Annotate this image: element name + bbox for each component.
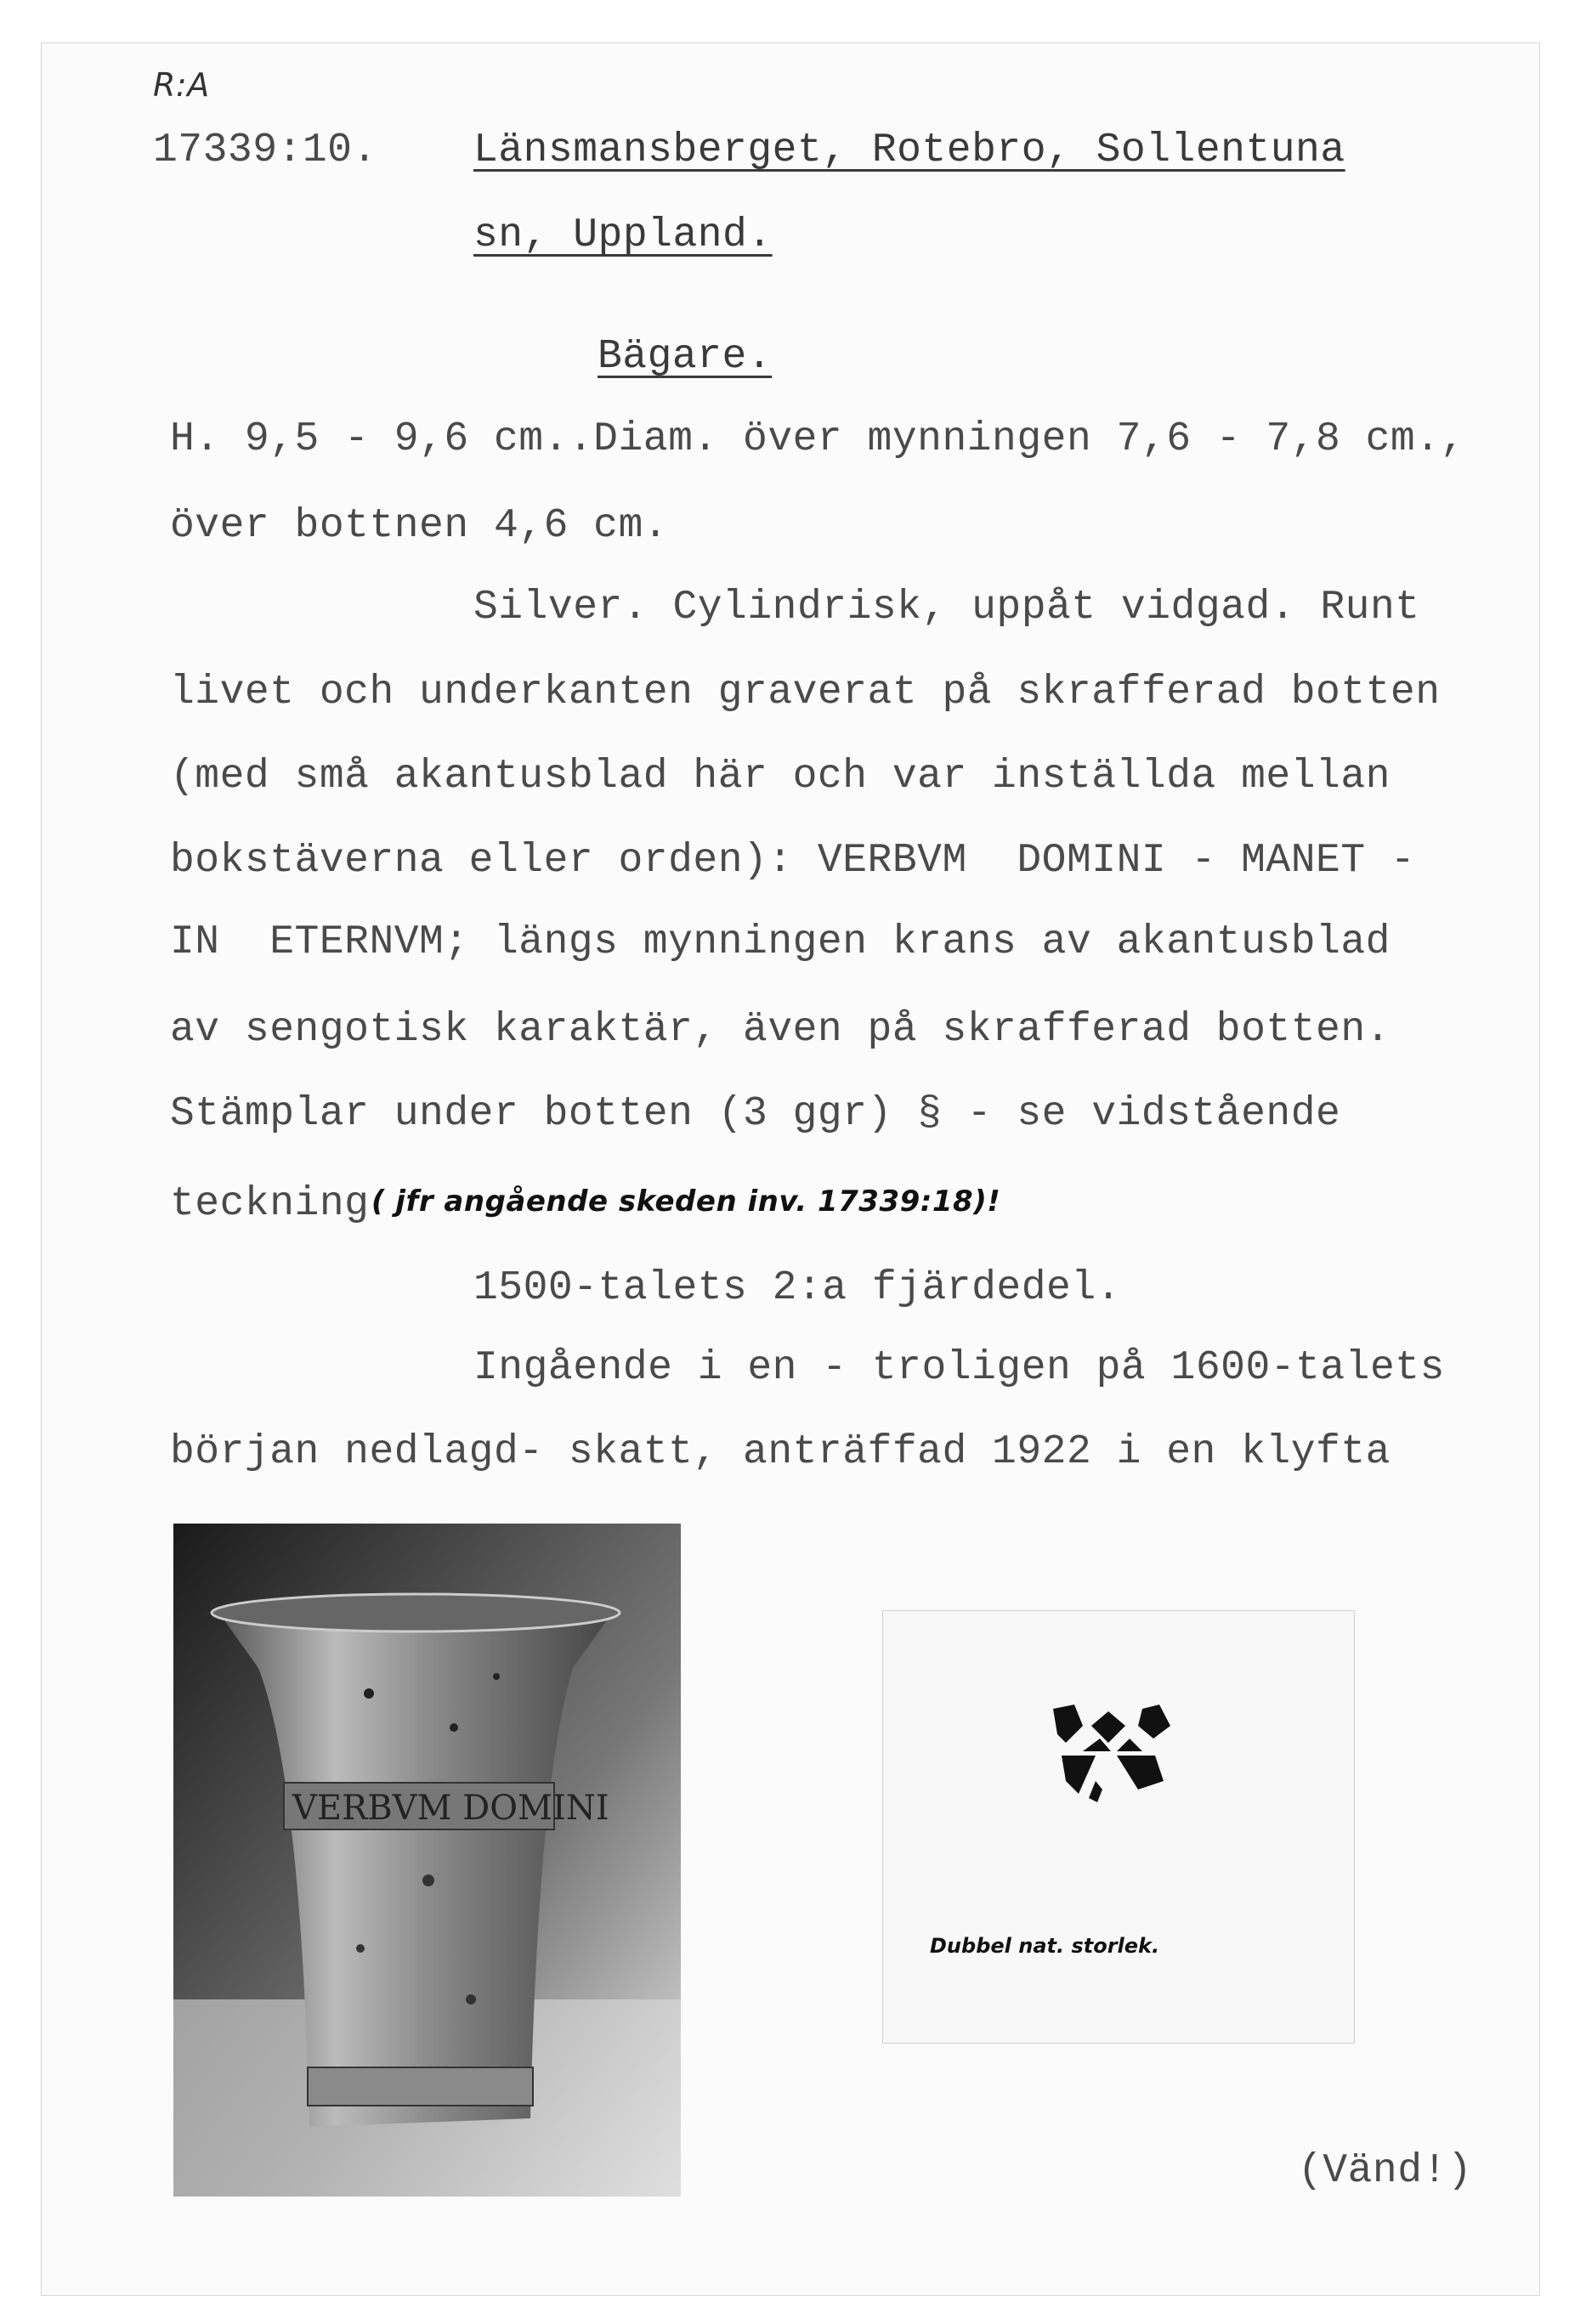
hallmark-icon (883, 1611, 1354, 2043)
drawing-caption: Dubbel nat. storlek. (930, 1934, 1160, 1958)
archive-mark: R:A (153, 66, 210, 104)
location-line-2: sn, Uppland. (473, 212, 773, 258)
turn-note: (Vänd!) (1298, 2148, 1473, 2194)
text-line: bokstäverna eller orden): VERBVM DOMINI - MANET - (170, 838, 1416, 884)
text-line: H. 9,5 - 9,6 cm..Diam. över mynningen 7,6 - 7,8 cm., (170, 416, 1465, 462)
inventory-number: 17339:10. (153, 127, 377, 173)
text-line: (med små akantusblad här och var inställda mellan (170, 754, 1391, 800)
beaker-inscription: VERBVM DOMINI (292, 1789, 609, 1828)
text-line: Stämplar under botten (3 ggr) § - se vidstående (170, 1091, 1341, 1137)
text-line: teckning (170, 1181, 370, 1227)
text-line: av sengotisk karaktär, även på skrafferad botten. (170, 1007, 1391, 1053)
handwritten-note: ( jfr angående skeden inv. 17339:18)! (371, 1185, 1001, 1219)
find-line-2: början nedlagd- skatt, anträffad 1922 i en klyfta (170, 1429, 1391, 1475)
text-line: över bottnen 4,6 cm. (170, 503, 669, 549)
beaker-photo (173, 1524, 681, 2197)
location-line-1: Länsmansberget, Rotebro, Sollentuna (473, 127, 1345, 173)
hallmark-drawing (882, 1610, 1355, 2044)
find-line-1: Ingående i en - troligen på 1600-talets (473, 1345, 1445, 1391)
object-title: Bägare. (598, 334, 773, 380)
text-line: livet och underkanten graverat på skrafferad botten (170, 670, 1441, 715)
text-line: IN ETERNVM; längs mynningen krans av akantusblad (170, 919, 1391, 965)
text-line: Silver. Cylindrisk, uppåt vidgad. Runt (473, 585, 1420, 630)
dating: 1500-talets 2:a fjärdedel. (473, 1265, 1121, 1311)
